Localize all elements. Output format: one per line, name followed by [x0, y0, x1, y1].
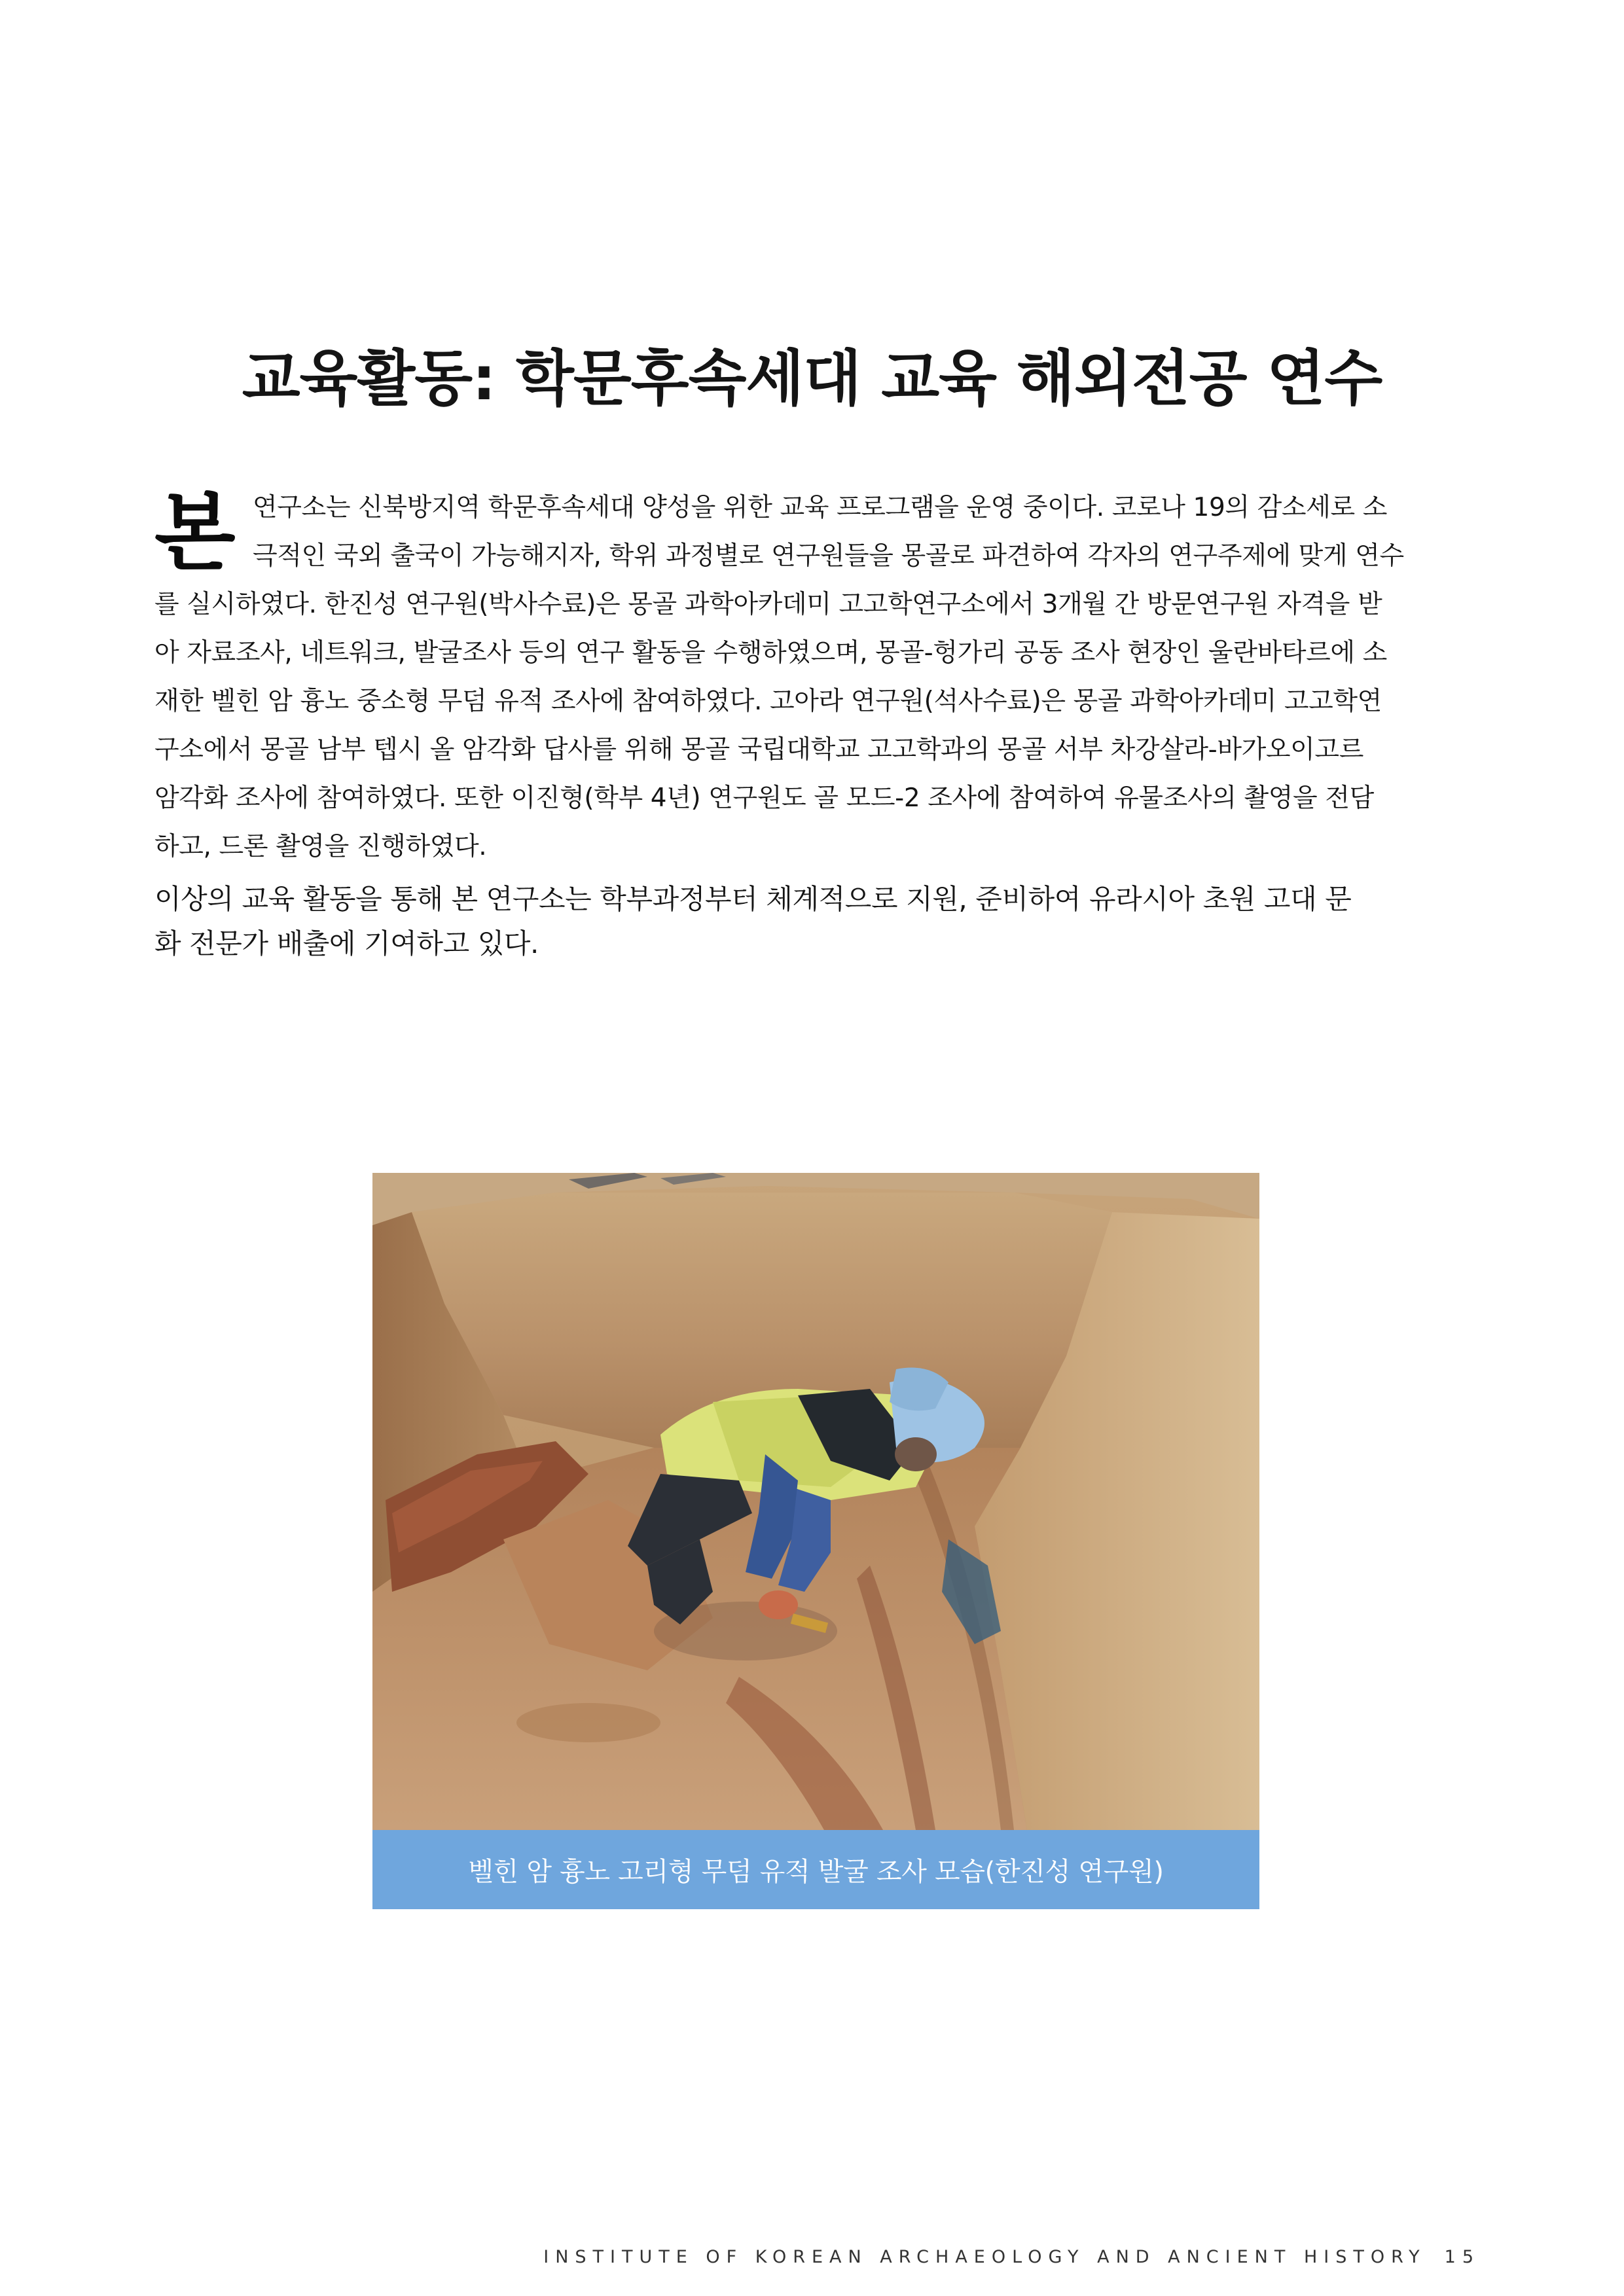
- paragraph-line: 연구소는 신북방지역 학문후속세대 양성을 위한 교육 프로그램을 운영 중이다. 코로나 19의 감소세로 소: [253, 493, 1388, 522]
- excavation-figure: [372, 1173, 1259, 1909]
- page-footer: [543, 2247, 1480, 2267]
- paragraph-line: 구소에서 몽골 남부 텝시 올 암각화 답사를 위해 몽골 국립대학교 고고학과의 몽골 서부 차강살라-바가오이고르: [154, 735, 1363, 764]
- paragraph-line: 암각화 조사에 참여하였다. 또한 이진형(학부 4년) 연구원도 골 모드-2 조사에 참여하여 유물조사의 촬영을 전담: [154, 783, 1374, 813]
- figure-caption: 벨힌 암 흉노 고리형 무덤 유적 발굴 조사 모습(한진성 연구원): [468, 1857, 1164, 1887]
- paragraph-line: 극적인 국외 출국이 가능해지자, 학위 과정별로 연구원들을 몽골로 파견하여 각자의 연구주제에 맞게 연수: [253, 541, 1404, 571]
- dropcap: 본: [154, 484, 236, 582]
- page-number: 15: [1444, 2247, 1480, 2267]
- paragraph-line: 화 전문가 배출에 기여하고 있다.: [154, 927, 539, 960]
- paragraph-line: 를 실시하였다. 한진성 연구원(박사수료)은 몽골 과학아카데미 고고학연구소에서 3개월 간 방문연구원 자격을 받: [154, 590, 1382, 619]
- paragraph-line: 아 자료조사, 네트워크, 발굴조사 등의 연구 활동을 수행하였으며, 몽골-헝가리 공동 조사 현장인 울란바타르에 소: [154, 638, 1387, 668]
- page-title: 교육활동: 학문후속세대 교육 해외전공 연수: [242, 344, 1382, 414]
- paragraph-line: 이상의 교육 활동을 통해 본 연구소는 학부과정부터 체계적으로 지원, 준비하여 유라시아 초원 고대 문: [154, 883, 1352, 915]
- paragraph-line: 재한 벨힌 암 흉노 중소형 무덤 유적 조사에 참여하였다. 고아라 연구원(석사수료)은 몽골 과학아카데미 고고학연: [154, 687, 1382, 716]
- excavation-photo: [372, 1173, 1259, 1830]
- paragraph-line: 하고, 드론 촬영을 진행하였다.: [154, 832, 487, 861]
- footer-institute: INSTITUTE OF KOREAN ARCHAEOLOGY AND ANCIENT HISTORY: [543, 2247, 1426, 2267]
- caption-bar: [372, 1830, 1259, 1909]
